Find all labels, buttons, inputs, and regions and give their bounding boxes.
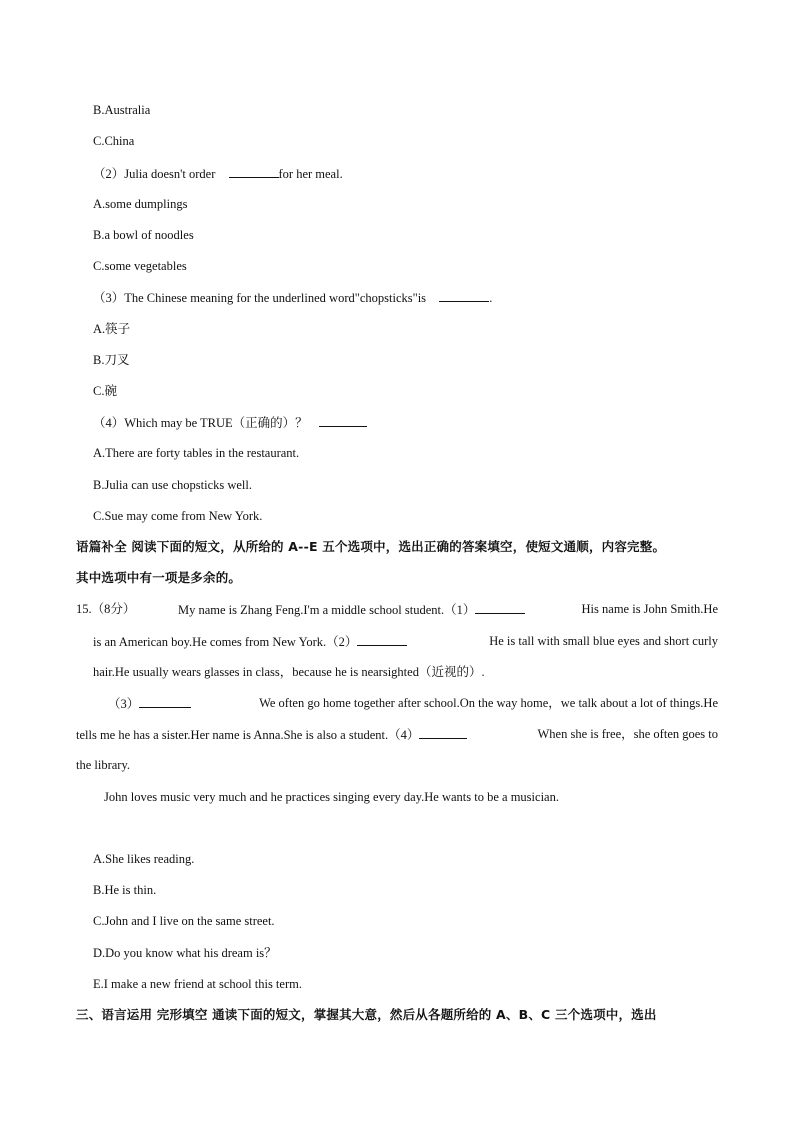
q15-blank-1[interactable] [475,601,525,614]
section-heading-line-1: 语篇补全 阅读下面的短文，从所给的 A--E 五个选项中，选出正确的答案填空，使短文通顺，内容完整。 [76,539,666,554]
q15-paragraph1-line3: hair.He usually wears glasses in class，because he is nearsighted（近视的）. [93,665,485,679]
q4-option-c: C.Sue may come from New York. [93,509,263,523]
section-heading-line-2: 其中选项中有一项是多余的。 [76,570,242,585]
q15-text: is an American boy.He comes from New York.（2） [93,635,358,649]
q4-option-a: A.There are forty tables in the restaurant. [93,446,300,460]
q15-text: He is tall with small blue eyes and short curly [489,634,718,648]
q15-text: When she is free，she often goes to [537,727,718,741]
q15-option-b: B.He is thin. [93,883,157,897]
q3-option-c: C.碗 [93,384,117,398]
q15-option-a: A.She likes reading. [93,852,195,866]
q3-stem [93,289,492,306]
q15-paragraph2-line1 [108,695,718,712]
q15-paragraph2-line2 [76,726,718,743]
q15-paragraph1-line2 [93,633,718,650]
q4-answer-blank[interactable] [319,414,367,427]
q15-blank-4[interactable] [419,726,467,739]
q15-text: （3） [108,697,140,711]
q15-text: My name is Zhang Feng.I'm a middle school student.（1） [178,603,476,617]
q2-stem-text: （2）Julia doesn't order [93,167,216,181]
q15-paragraph2-line3: the library. [76,758,131,772]
q2-option-b: B.a bowl of noodles [93,228,194,242]
q3-option-a: A.筷子 [93,322,131,336]
q15-option-e: E.I make a new friend at school this term. [93,977,302,991]
q2-stem-tail: for her meal. [278,167,343,181]
q15-paragraph3: John loves music very much and he practices singing every day.He wants to be a musician. [104,790,559,804]
q15-option-d: D.Do you know what his dream is？ [93,946,277,960]
q4-stem [93,414,367,431]
q4-stem-text: （4）Which may be TRUE（正确的）？ [93,416,308,430]
q3-stem-tail: . [489,291,493,305]
q1-option-b: B.Australia [93,103,151,117]
q2-stem [93,165,343,182]
section-three-heading: 三、语言运用 完形填空 通读下面的短文，掌握其大意，然后从各题所给的 A、B、C 三个选项中，选出 [76,1007,657,1022]
q15-text: tells me he has a sister.Her name is Anna.She is also a student.（4） [76,728,420,742]
q2-option-c: C.some vegetables [93,259,187,273]
q1-option-c: C.China [93,134,135,148]
q3-answer-blank[interactable] [439,289,489,302]
q15-blank-2[interactable] [357,633,407,646]
q2-answer-blank[interactable] [229,165,279,178]
q3-stem-text: （3）The Chinese meaning for the underlined word"chopsticks"is [93,291,427,305]
q15-text: His name is John Smith.He [581,602,718,616]
q15-number: 15.（8分） [76,602,136,616]
q15-text: We often go home together after school.On the way home，we talk about a lot of things.He [259,696,718,710]
q2-option-a: A.some dumplings [93,197,188,211]
q4-option-b: B.Julia can use chopsticks well. [93,478,252,492]
q15-option-c: C.John and I live on the same street. [93,914,275,928]
q15-paragraph1-line1 [178,601,718,618]
q3-option-b: B.刀叉 [93,353,130,367]
q15-blank-3[interactable] [139,695,191,708]
